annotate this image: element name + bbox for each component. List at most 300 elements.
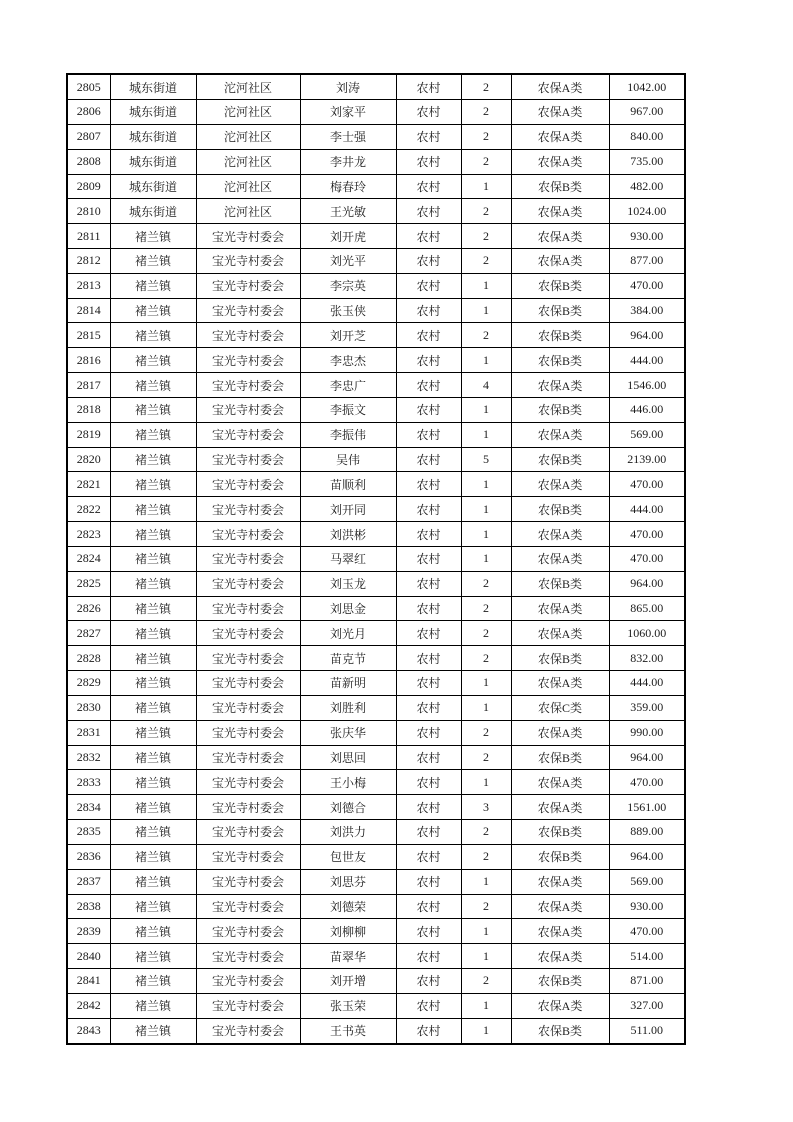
cell-amount: 889.00: [609, 820, 685, 845]
cell-village-community: 宝光寺村委会: [196, 497, 300, 522]
cell-person-count: 2: [461, 124, 511, 149]
cell-person-name: 刘德合: [300, 795, 396, 820]
cell-village-community: 宝光寺村委会: [196, 944, 300, 969]
cell-insurance-category: 农保A类: [511, 770, 609, 795]
table-row: [67, 546, 685, 571]
cell-person-name: 张玉侠: [300, 298, 396, 323]
cell-area-type: 农村: [396, 522, 461, 547]
cell-insurance-category: 农保B类: [511, 1018, 609, 1044]
cell-person-name: 刘家平: [300, 100, 396, 125]
cell-area-type: 农村: [396, 795, 461, 820]
cell-person-count: 2: [461, 248, 511, 273]
table-row: [67, 621, 685, 646]
cell-amount: 877.00: [609, 248, 685, 273]
table-row: [67, 422, 685, 447]
table-row: [67, 894, 685, 919]
cell-town-street: 褚兰镇: [110, 969, 196, 994]
cell-person-count: 1: [461, 1018, 511, 1044]
cell-insurance-category: 农保B类: [511, 397, 609, 422]
cell-town-street: 城东街道: [110, 199, 196, 224]
cell-insurance-category: 农保B类: [511, 646, 609, 671]
cell-person-name: 刘开增: [300, 969, 396, 994]
cell-area-type: 农村: [396, 199, 461, 224]
table-row: [67, 174, 685, 199]
cell-village-community: 宝光寺村委会: [196, 472, 300, 497]
cell-insurance-category: 农保A类: [511, 596, 609, 621]
cell-insurance-category: 农保B类: [511, 447, 609, 472]
cell-insurance-category: 农保A类: [511, 795, 609, 820]
table-row: [67, 720, 685, 745]
cell-area-type: 农村: [396, 969, 461, 994]
cell-sequence-number: 2808: [67, 149, 110, 174]
cell-sequence-number: 2833: [67, 770, 110, 795]
cell-area-type: 农村: [396, 149, 461, 174]
cell-person-name: 包世友: [300, 844, 396, 869]
cell-sequence-number: 2839: [67, 919, 110, 944]
cell-amount: 865.00: [609, 596, 685, 621]
cell-person-name: 刘开同: [300, 497, 396, 522]
cell-area-type: 农村: [396, 447, 461, 472]
cell-person-count: 2: [461, 224, 511, 249]
cell-area-type: 农村: [396, 869, 461, 894]
cell-insurance-category: 农保A类: [511, 224, 609, 249]
cell-insurance-category: 农保B类: [511, 571, 609, 596]
cell-village-community: 宝光寺村委会: [196, 621, 300, 646]
cell-area-type: 农村: [396, 422, 461, 447]
cell-sequence-number: 2815: [67, 323, 110, 348]
cell-sequence-number: 2816: [67, 348, 110, 373]
cell-village-community: 宝光寺村委会: [196, 671, 300, 696]
table-row: [67, 770, 685, 795]
cell-sequence-number: 2818: [67, 397, 110, 422]
cell-amount: 514.00: [609, 944, 685, 969]
cell-area-type: 农村: [396, 720, 461, 745]
cell-person-name: 刘开虎: [300, 224, 396, 249]
cell-town-street: 褚兰镇: [110, 546, 196, 571]
cell-village-community: 宝光寺村委会: [196, 820, 300, 845]
cell-insurance-category: 农保A类: [511, 993, 609, 1018]
cell-town-street: 城东街道: [110, 149, 196, 174]
cell-person-count: 1: [461, 522, 511, 547]
cell-person-count: 2: [461, 646, 511, 671]
cell-village-community: 沱河社区: [196, 100, 300, 125]
cell-amount: 470.00: [609, 546, 685, 571]
cell-sequence-number: 2832: [67, 745, 110, 770]
cell-person-count: 1: [461, 993, 511, 1018]
cell-amount: 569.00: [609, 422, 685, 447]
cell-town-street: 褚兰镇: [110, 1018, 196, 1044]
cell-town-street: 褚兰镇: [110, 820, 196, 845]
cell-village-community: 宝光寺村委会: [196, 869, 300, 894]
cell-village-community: 宝光寺村委会: [196, 323, 300, 348]
cell-town-street: 褚兰镇: [110, 571, 196, 596]
cell-sequence-number: 2842: [67, 993, 110, 1018]
table-row: [67, 844, 685, 869]
cell-amount: 832.00: [609, 646, 685, 671]
cell-person-count: 2: [461, 571, 511, 596]
cell-amount: 1546.00: [609, 373, 685, 398]
table-row: [67, 944, 685, 969]
cell-sequence-number: 2825: [67, 571, 110, 596]
cell-town-street: 城东街道: [110, 100, 196, 125]
cell-amount: 384.00: [609, 298, 685, 323]
cell-person-name: 刘洪彬: [300, 522, 396, 547]
cell-area-type: 农村: [396, 621, 461, 646]
cell-person-count: 2: [461, 149, 511, 174]
cell-amount: 990.00: [609, 720, 685, 745]
cell-area-type: 农村: [396, 224, 461, 249]
cell-sequence-number: 2806: [67, 100, 110, 125]
table-row: [67, 596, 685, 621]
cell-sequence-number: 2824: [67, 546, 110, 571]
cell-insurance-category: 农保A类: [511, 522, 609, 547]
cell-person-name: 苗克节: [300, 646, 396, 671]
cell-amount: 840.00: [609, 124, 685, 149]
cell-area-type: 农村: [396, 298, 461, 323]
cell-village-community: 宝光寺村委会: [196, 596, 300, 621]
cell-person-count: 1: [461, 919, 511, 944]
table-row: [67, 397, 685, 422]
cell-town-street: 褚兰镇: [110, 224, 196, 249]
cell-insurance-category: 农保A类: [511, 944, 609, 969]
cell-area-type: 农村: [396, 472, 461, 497]
cell-sequence-number: 2840: [67, 944, 110, 969]
cell-amount: 511.00: [609, 1018, 685, 1044]
cell-amount: 569.00: [609, 869, 685, 894]
cell-insurance-category: 农保B类: [511, 497, 609, 522]
cell-amount: 2139.00: [609, 447, 685, 472]
cell-area-type: 农村: [396, 74, 461, 100]
cell-area-type: 农村: [396, 1018, 461, 1044]
cell-area-type: 农村: [396, 323, 461, 348]
cell-amount: 470.00: [609, 522, 685, 547]
cell-town-street: 褚兰镇: [110, 720, 196, 745]
cell-area-type: 农村: [396, 124, 461, 149]
cell-sequence-number: 2838: [67, 894, 110, 919]
cell-insurance-category: 农保B类: [511, 174, 609, 199]
cell-person-count: 2: [461, 621, 511, 646]
table-row: [67, 969, 685, 994]
cell-village-community: 宝光寺村委会: [196, 522, 300, 547]
cell-sequence-number: 2836: [67, 844, 110, 869]
cell-amount: 1060.00: [609, 621, 685, 646]
cell-amount: 470.00: [609, 472, 685, 497]
cell-sequence-number: 2834: [67, 795, 110, 820]
cell-person-count: 1: [461, 397, 511, 422]
cell-village-community: 沱河社区: [196, 124, 300, 149]
table-row: [67, 1018, 685, 1044]
cell-person-count: 2: [461, 596, 511, 621]
cell-amount: 967.00: [609, 100, 685, 125]
cell-insurance-category: 农保A类: [511, 720, 609, 745]
cell-town-street: 褚兰镇: [110, 869, 196, 894]
cell-town-street: 褚兰镇: [110, 795, 196, 820]
cell-person-count: 2: [461, 820, 511, 845]
table-row: [67, 571, 685, 596]
cell-person-count: 1: [461, 273, 511, 298]
cell-person-name: 刘开芝: [300, 323, 396, 348]
cell-town-street: 褚兰镇: [110, 844, 196, 869]
table-row: [67, 199, 685, 224]
cell-amount: 444.00: [609, 348, 685, 373]
cell-sequence-number: 2811: [67, 224, 110, 249]
cell-person-count: 4: [461, 373, 511, 398]
table-row: [67, 993, 685, 1018]
cell-insurance-category: 农保A类: [511, 894, 609, 919]
cell-town-street: 褚兰镇: [110, 621, 196, 646]
cell-person-name: 刘德荣: [300, 894, 396, 919]
cell-person-name: 刘玉龙: [300, 571, 396, 596]
cell-person-name: 苗翠华: [300, 944, 396, 969]
cell-person-name: 张玉荣: [300, 993, 396, 1018]
table-row: [67, 869, 685, 894]
cell-person-name: 苗顺利: [300, 472, 396, 497]
cell-area-type: 农村: [396, 770, 461, 795]
cell-village-community: 宝光寺村委会: [196, 770, 300, 795]
cell-person-count: 1: [461, 174, 511, 199]
cell-town-street: 褚兰镇: [110, 248, 196, 273]
table-row: [67, 373, 685, 398]
cell-person-count: 1: [461, 671, 511, 696]
table-row: [67, 149, 685, 174]
cell-sequence-number: 2835: [67, 820, 110, 845]
cell-sequence-number: 2831: [67, 720, 110, 745]
cell-person-count: 2: [461, 894, 511, 919]
cell-person-count: 1: [461, 497, 511, 522]
cell-town-street: 褚兰镇: [110, 671, 196, 696]
cell-person-name: 吴伟: [300, 447, 396, 472]
cell-person-name: 李振文: [300, 397, 396, 422]
cell-village-community: 宝光寺村委会: [196, 224, 300, 249]
cell-insurance-category: 农保C类: [511, 695, 609, 720]
cell-person-name: 李振伟: [300, 422, 396, 447]
cell-sequence-number: 2823: [67, 522, 110, 547]
cell-person-count: 1: [461, 348, 511, 373]
cell-area-type: 农村: [396, 248, 461, 273]
cell-person-count: 2: [461, 844, 511, 869]
cell-amount: 359.00: [609, 695, 685, 720]
cell-person-name: 马翠红: [300, 546, 396, 571]
cell-village-community: 宝光寺村委会: [196, 447, 300, 472]
cell-town-street: 褚兰镇: [110, 373, 196, 398]
cell-village-community: 宝光寺村委会: [196, 695, 300, 720]
cell-person-name: 李井龙: [300, 149, 396, 174]
cell-person-count: 1: [461, 472, 511, 497]
cell-sequence-number: 2826: [67, 596, 110, 621]
cell-sequence-number: 2809: [67, 174, 110, 199]
table-row: [67, 745, 685, 770]
cell-area-type: 农村: [396, 844, 461, 869]
cell-insurance-category: 农保A类: [511, 869, 609, 894]
cell-person-name: 王光敏: [300, 199, 396, 224]
cell-person-name: 李忠广: [300, 373, 396, 398]
cell-village-community: 宝光寺村委会: [196, 248, 300, 273]
cell-amount: 444.00: [609, 497, 685, 522]
cell-insurance-category: 农保A类: [511, 373, 609, 398]
cell-sequence-number: 2843: [67, 1018, 110, 1044]
cell-town-street: 褚兰镇: [110, 919, 196, 944]
cell-insurance-category: 农保A类: [511, 100, 609, 125]
cell-insurance-category: 农保B类: [511, 745, 609, 770]
cell-village-community: 宝光寺村委会: [196, 646, 300, 671]
cell-town-street: 城东街道: [110, 174, 196, 199]
cell-village-community: 宝光寺村委会: [196, 397, 300, 422]
cell-amount: 735.00: [609, 149, 685, 174]
table-row: [67, 273, 685, 298]
cell-person-count: 1: [461, 546, 511, 571]
cell-person-count: 2: [461, 199, 511, 224]
cell-insurance-category: 农保B类: [511, 820, 609, 845]
cell-insurance-category: 农保B类: [511, 969, 609, 994]
cell-person-count: 1: [461, 695, 511, 720]
table-row: [67, 497, 685, 522]
cell-sequence-number: 2829: [67, 671, 110, 696]
cell-person-count: 5: [461, 447, 511, 472]
cell-town-street: 褚兰镇: [110, 695, 196, 720]
cell-area-type: 农村: [396, 373, 461, 398]
cell-village-community: 宝光寺村委会: [196, 993, 300, 1018]
cell-sequence-number: 2810: [67, 199, 110, 224]
table-row: [67, 224, 685, 249]
cell-village-community: 宝光寺村委会: [196, 969, 300, 994]
cell-amount: 327.00: [609, 993, 685, 1018]
cell-sequence-number: 2822: [67, 497, 110, 522]
cell-village-community: 宝光寺村委会: [196, 348, 300, 373]
cell-person-name: 刘涛: [300, 74, 396, 100]
cell-insurance-category: 农保A类: [511, 124, 609, 149]
cell-town-street: 褚兰镇: [110, 596, 196, 621]
cell-town-street: 褚兰镇: [110, 422, 196, 447]
cell-area-type: 农村: [396, 646, 461, 671]
cell-amount: 470.00: [609, 770, 685, 795]
cell-person-name: 李宗英: [300, 273, 396, 298]
cell-area-type: 农村: [396, 745, 461, 770]
cell-town-street: 褚兰镇: [110, 273, 196, 298]
table-row: [67, 74, 685, 100]
cell-town-street: 褚兰镇: [110, 894, 196, 919]
table-row: [67, 472, 685, 497]
table-row: [67, 919, 685, 944]
cell-village-community: 宝光寺村委会: [196, 919, 300, 944]
cell-amount: 964.00: [609, 844, 685, 869]
cell-sequence-number: 2817: [67, 373, 110, 398]
cell-amount: 871.00: [609, 969, 685, 994]
cell-insurance-category: 农保A类: [511, 149, 609, 174]
cell-village-community: 宝光寺村委会: [196, 298, 300, 323]
cell-person-count: 2: [461, 323, 511, 348]
cell-person-name: 王书英: [300, 1018, 396, 1044]
cell-town-street: 城东街道: [110, 74, 196, 100]
cell-town-street: 褚兰镇: [110, 770, 196, 795]
cell-insurance-category: 农保A类: [511, 248, 609, 273]
cell-town-street: 褚兰镇: [110, 522, 196, 547]
cell-town-street: 褚兰镇: [110, 745, 196, 770]
cell-town-street: 褚兰镇: [110, 993, 196, 1018]
table-row: [67, 795, 685, 820]
cell-insurance-category: 农保A类: [511, 621, 609, 646]
cell-person-name: 李士强: [300, 124, 396, 149]
cell-person-count: 2: [461, 74, 511, 100]
cell-area-type: 农村: [396, 273, 461, 298]
cell-sequence-number: 2830: [67, 695, 110, 720]
cell-person-count: 2: [461, 969, 511, 994]
cell-village-community: 沱河社区: [196, 74, 300, 100]
cell-amount: 470.00: [609, 273, 685, 298]
cell-amount: 1042.00: [609, 74, 685, 100]
cell-sequence-number: 2841: [67, 969, 110, 994]
cell-insurance-category: 农保B类: [511, 273, 609, 298]
cell-insurance-category: 农保A类: [511, 472, 609, 497]
table-row: [67, 124, 685, 149]
table-row: [67, 323, 685, 348]
cell-person-name: 刘胜利: [300, 695, 396, 720]
cell-insurance-category: 农保A类: [511, 546, 609, 571]
cell-amount: 446.00: [609, 397, 685, 422]
cell-sequence-number: 2827: [67, 621, 110, 646]
cell-area-type: 农村: [396, 820, 461, 845]
table-row: [67, 348, 685, 373]
cell-insurance-category: 农保A类: [511, 199, 609, 224]
cell-area-type: 农村: [396, 546, 461, 571]
table-row: [67, 646, 685, 671]
cell-area-type: 农村: [396, 894, 461, 919]
cell-amount: 482.00: [609, 174, 685, 199]
table-row: [67, 100, 685, 125]
cell-village-community: 沱河社区: [196, 149, 300, 174]
cell-insurance-category: 农保B类: [511, 323, 609, 348]
cell-sequence-number: 2821: [67, 472, 110, 497]
cell-person-count: 2: [461, 720, 511, 745]
cell-person-name: 刘光月: [300, 621, 396, 646]
cell-area-type: 农村: [396, 100, 461, 125]
cell-person-name: 刘洪力: [300, 820, 396, 845]
cell-village-community: 宝光寺村委会: [196, 1018, 300, 1044]
cell-insurance-category: 农保A类: [511, 671, 609, 696]
cell-person-count: 2: [461, 100, 511, 125]
cell-area-type: 农村: [396, 944, 461, 969]
cell-sequence-number: 2812: [67, 248, 110, 273]
cell-sequence-number: 2805: [67, 74, 110, 100]
cell-person-count: 3: [461, 795, 511, 820]
cell-person-count: 1: [461, 298, 511, 323]
cell-person-name: 王小梅: [300, 770, 396, 795]
cell-sequence-number: 2814: [67, 298, 110, 323]
cell-person-count: 2: [461, 745, 511, 770]
cell-person-name: 刘思回: [300, 745, 396, 770]
cell-person-count: 1: [461, 422, 511, 447]
cell-person-name: 苗新明: [300, 671, 396, 696]
cell-town-street: 褚兰镇: [110, 348, 196, 373]
cell-village-community: 沱河社区: [196, 174, 300, 199]
cell-town-street: 褚兰镇: [110, 447, 196, 472]
cell-amount: 964.00: [609, 571, 685, 596]
cell-insurance-category: 农保A类: [511, 74, 609, 100]
table-row: [67, 298, 685, 323]
table-row: [67, 248, 685, 273]
cell-village-community: 宝光寺村委会: [196, 422, 300, 447]
cell-village-community: 宝光寺村委会: [196, 894, 300, 919]
cell-person-name: 刘思金: [300, 596, 396, 621]
cell-area-type: 农村: [396, 497, 461, 522]
cell-person-name: 刘柳柳: [300, 919, 396, 944]
cell-person-name: 李忠杰: [300, 348, 396, 373]
cell-person-count: 1: [461, 944, 511, 969]
cell-village-community: 宝光寺村委会: [196, 844, 300, 869]
cell-village-community: 宝光寺村委会: [196, 273, 300, 298]
cell-person-name: 刘思芬: [300, 869, 396, 894]
cell-area-type: 农村: [396, 571, 461, 596]
cell-person-count: 1: [461, 869, 511, 894]
